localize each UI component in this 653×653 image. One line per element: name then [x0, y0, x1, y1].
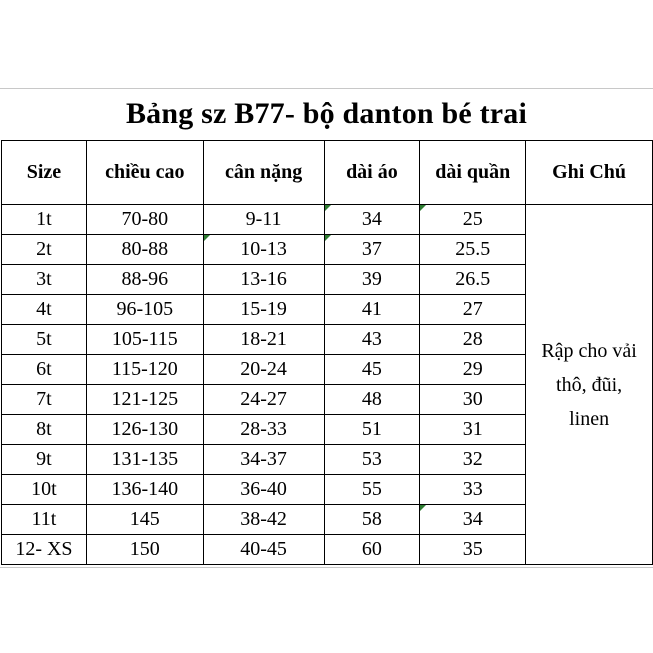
page-title: Bảng sz B77- bộ danton bé trai [125, 97, 528, 130]
cell-pants-length: 29 [420, 355, 526, 385]
cell-pants-length: 25 [420, 205, 526, 235]
cell-weight: 40-45 [203, 535, 324, 565]
cell-shirt-length: 34 [324, 205, 420, 235]
cell-height: 105-115 [86, 325, 203, 355]
cell-size: 3t [2, 265, 87, 295]
header-shirt-length: dài áo [324, 141, 420, 205]
cell-weight: 24-27 [203, 385, 324, 415]
table-row [2, 205, 653, 235]
cell-height: 121-125 [86, 385, 203, 415]
cell-size: 6t [2, 355, 87, 385]
cell-pants-length: 34 [420, 505, 526, 535]
cell-height: 80-88 [86, 235, 203, 265]
cell-shirt-length: 48 [324, 385, 420, 415]
cell-height: 136-140 [86, 475, 203, 505]
cell-shirt-length: 41 [324, 295, 420, 325]
header-weight: cân nặng [203, 141, 324, 205]
cell-size: 9t [2, 445, 87, 475]
cell-size: 2t [2, 235, 87, 265]
cell-pants-length: 31 [420, 415, 526, 445]
cell-size: 4t [2, 295, 87, 325]
cell-size: 7t [2, 385, 87, 415]
cell-weight: 10-13 [203, 235, 324, 265]
cell-shirt-length: 43 [324, 325, 420, 355]
header-size: Size [2, 141, 87, 205]
cell-pants-length: 32 [420, 445, 526, 475]
note-line: thô, đũi, [556, 373, 623, 396]
cell-pants-length: 33 [420, 475, 526, 505]
cell-size: 1t [2, 205, 87, 235]
cell-height: 96-105 [86, 295, 203, 325]
cell-weight: 36-40 [203, 475, 324, 505]
cell-weight: 9-11 [203, 205, 324, 235]
cell-weight: 15-19 [203, 295, 324, 325]
cell-weight: 34-37 [203, 445, 324, 475]
header-height: chiều cao [86, 141, 203, 205]
cell-height: 115-120 [86, 355, 203, 385]
cell-pants-length: 25.5 [420, 235, 526, 265]
cell-weight: 13-16 [203, 265, 324, 295]
cell-size: 8t [2, 415, 87, 445]
cell-weight: 18-21 [203, 325, 324, 355]
cell-pants-length: 27 [420, 295, 526, 325]
cell-size: 12- XS [2, 535, 87, 565]
cell-shirt-length: 58 [324, 505, 420, 535]
header-note: Ghi Chú [526, 141, 653, 205]
cell-height: 126-130 [86, 415, 203, 445]
cell-shirt-length: 53 [324, 445, 420, 475]
cell-shirt-length: 39 [324, 265, 420, 295]
cell-height: 70-80 [86, 205, 203, 235]
note-line: linen [569, 407, 610, 430]
cell-size: 11t [2, 505, 87, 535]
cell-weight: 28-33 [203, 415, 324, 445]
cell-shirt-length: 37 [324, 235, 420, 265]
cell-shirt-length: 45 [324, 355, 420, 385]
cell-height: 88-96 [86, 265, 203, 295]
cell-pants-length: 26.5 [420, 265, 526, 295]
cell-weight: 38-42 [203, 505, 324, 535]
cell-shirt-length: 55 [324, 475, 420, 505]
cell-size: 10t [2, 475, 87, 505]
cell-pants-length: 28 [420, 325, 526, 355]
table-header-row [2, 141, 653, 205]
header-pants-length: dài quần [420, 141, 526, 205]
cell-shirt-length: 51 [324, 415, 420, 445]
cell-size: 5t [2, 325, 87, 355]
cell-pants-length: 35 [420, 535, 526, 565]
cell-height: 131-135 [86, 445, 203, 475]
size-table [1, 140, 653, 565]
note-cell [526, 205, 653, 565]
cell-height: 145 [86, 505, 203, 535]
cell-pants-length: 30 [420, 385, 526, 415]
note-line: Rập cho vải [541, 339, 637, 362]
cell-weight: 20-24 [203, 355, 324, 385]
cell-height: 150 [86, 535, 203, 565]
cell-shirt-length: 60 [324, 535, 420, 565]
